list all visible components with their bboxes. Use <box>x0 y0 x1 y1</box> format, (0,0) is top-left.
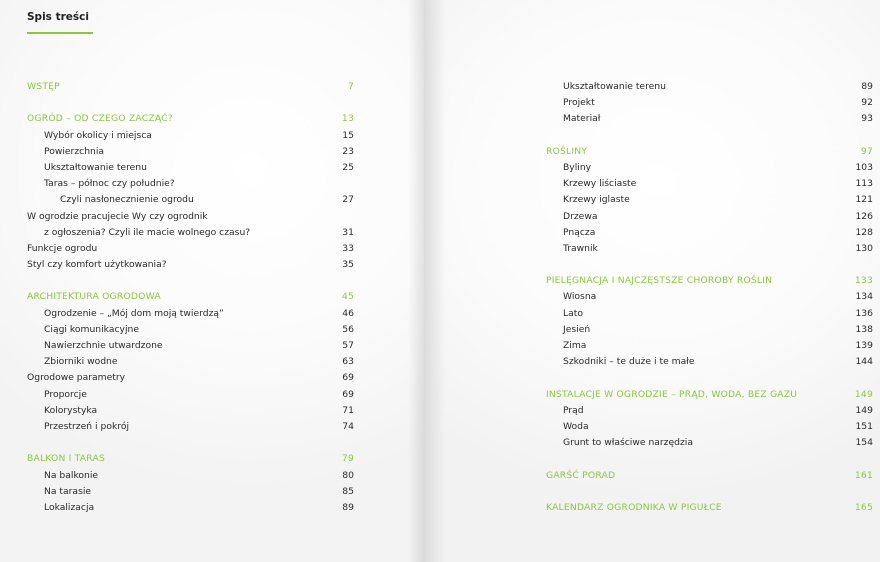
entry-title: Ogrodowe parametry <box>27 372 126 384</box>
toc-entry[interactable] <box>27 160 354 176</box>
toc-entry[interactable] <box>27 484 354 500</box>
entry-page-number: 27 <box>342 194 354 206</box>
entry-title: Byliny <box>563 161 592 173</box>
entry-page-number: 97 <box>860 145 873 157</box>
toc-title: Spis treści <box>27 11 89 23</box>
toc-entry[interactable] <box>27 419 354 435</box>
entry-title: Jesień <box>563 323 591 335</box>
entry-title: Kolorystyka <box>44 404 98 416</box>
entry-title: Lokalizacja <box>44 501 95 513</box>
entry-title: ARCHITEKTURA OGRODOWA <box>27 291 161 303</box>
entry-page-number: 74 <box>342 420 354 432</box>
toc-section[interactable] <box>546 500 873 516</box>
toc-entry[interactable] <box>27 370 354 386</box>
entry-title: Wybór okolicy i miejsca <box>44 129 152 141</box>
entry-title: Prąd <box>563 404 584 416</box>
toc-entry[interactable] <box>546 289 873 305</box>
entry-title: Ogrodzenie – „Mój dom moją twierdzą” <box>44 307 224 319</box>
toc-entry[interactable] <box>27 225 354 241</box>
entry-page-number: 57 <box>342 340 354 351</box>
toc-entry[interactable] <box>27 257 354 273</box>
entry-page-number: 144 <box>855 356 873 368</box>
entry-page-number: 161 <box>854 469 873 481</box>
spine-shadow <box>424 0 446 562</box>
toc-entry[interactable] <box>546 338 873 354</box>
toc-entry[interactable] <box>546 79 873 95</box>
entry-page-number: 85 <box>342 485 354 497</box>
toc-entry[interactable] <box>27 338 354 354</box>
entry-page-number: 151 <box>855 420 873 432</box>
toc-section[interactable] <box>546 387 873 403</box>
toc-entry[interactable] <box>546 192 873 208</box>
entry-title: Lato <box>563 307 583 319</box>
entry-title: GARŚĆ PORAD <box>546 469 616 481</box>
toc-list-right <box>546 79 873 516</box>
entry-title: z ogłoszenia? Czyli ile macie wolnego czasu? <box>44 226 251 238</box>
entry-page-number: 79 <box>341 453 354 465</box>
toc-entry[interactable] <box>546 209 873 225</box>
entry-title: Trawnik <box>563 242 598 254</box>
entry-page-number: 7 <box>347 81 354 92</box>
entry-title: Czyli nasłonecznienie ogrodu <box>60 194 194 206</box>
entry-title: PIELĘGNACJA I NAJCZĘSTSZE CHOROBY ROŚLIN <box>546 275 773 287</box>
toc-entry[interactable] <box>546 403 873 419</box>
entry-page-number: 154 <box>855 437 873 449</box>
entry-title: BALKON I TARAS <box>27 453 105 465</box>
toc-section[interactable] <box>27 451 354 467</box>
entry-title: WSTĘP <box>27 81 60 92</box>
title-underline <box>27 32 93 34</box>
entry-page-number: 33 <box>342 242 354 254</box>
entry-title: Zima <box>563 340 587 351</box>
entry-title: Proporcje <box>44 388 87 400</box>
toc-section[interactable] <box>546 273 873 289</box>
entry-page-number: 136 <box>855 307 873 319</box>
entry-title: INSTALACJE W OGRODZIE – PRĄD, WODA, BEZ GAZU <box>546 388 798 400</box>
right-page <box>428 0 880 562</box>
toc-entry[interactable] <box>546 435 873 451</box>
toc-section[interactable] <box>27 289 354 305</box>
entry-title: Powierzchnia <box>44 145 105 157</box>
entry-page-number: 149 <box>854 388 873 400</box>
entry-title: Materiał <box>563 113 601 125</box>
entry-page-number: 126 <box>855 210 873 222</box>
gutter-shadow <box>408 0 424 562</box>
entry-page-number: 56 <box>342 323 354 335</box>
entry-page-number: 80 <box>342 469 354 481</box>
entry-page-number: 13 <box>341 113 354 125</box>
entry-title: W ogrodzie pracujecie Wy czy ogrodnik <box>27 210 208 222</box>
entry-page-number: 134 <box>855 291 873 303</box>
entry-page-number: 69 <box>342 388 354 400</box>
entry-title: Pnącza <box>563 226 596 238</box>
toc-entry[interactable] <box>27 468 354 484</box>
toc-section[interactable] <box>546 468 873 484</box>
entry-page-number: 35 <box>342 259 354 271</box>
toc-entry[interactable] <box>546 354 873 370</box>
entry-page-number: 93 <box>861 113 873 125</box>
entry-title: OGRÓD – OD CZEGO ZACZĄĆ? <box>27 113 173 125</box>
entry-title: Projekt <box>563 97 595 109</box>
toc-section[interactable] <box>27 111 354 127</box>
toc-entry[interactable] <box>546 241 873 257</box>
entry-page-number: 121 <box>855 194 873 206</box>
entry-title: Zbiorniki wodne <box>44 356 118 368</box>
toc-entry[interactable] <box>546 306 873 322</box>
toc-entry[interactable] <box>27 176 354 192</box>
toc-entry[interactable] <box>546 322 873 338</box>
entry-title: Wiosna <box>563 291 597 303</box>
toc-entry[interactable] <box>27 306 354 322</box>
entry-page-number: 138 <box>855 323 873 335</box>
entry-title: Ukształtowanie terenu <box>44 161 147 173</box>
entry-title: Na balkonie <box>44 469 99 481</box>
entry-title: Drzewa <box>563 210 598 222</box>
entry-page-number: 130 <box>855 242 873 254</box>
entry-page-number: 128 <box>855 226 873 238</box>
toc-entry[interactable] <box>27 209 354 225</box>
toc-entry[interactable] <box>546 111 873 127</box>
entry-title: Grunt to właściwe narzędzia <box>563 437 693 449</box>
entry-page-number: 103 <box>855 161 873 173</box>
toc-entry[interactable] <box>27 322 354 338</box>
toc-section[interactable] <box>27 79 354 95</box>
entry-title: ROŚLINY <box>546 145 588 157</box>
entry-page-number: 25 <box>342 161 354 173</box>
entry-page-number: 149 <box>855 404 873 416</box>
entry-title: Na tarasie <box>44 485 92 497</box>
entry-title: Woda <box>563 420 589 432</box>
toc-entry[interactable] <box>27 387 354 403</box>
entry-page-number: 71 <box>342 404 354 416</box>
toc-entry[interactable] <box>27 500 354 516</box>
entry-page-number: 139 <box>855 340 873 351</box>
entry-title: Krzewy liściaste <box>563 178 637 190</box>
entry-title: Styl czy komfort użytkowania? <box>27 259 167 271</box>
toc-entry[interactable] <box>27 403 354 419</box>
left-page <box>0 0 424 562</box>
entry-page-number: 15 <box>342 129 354 141</box>
entry-page-number: 31 <box>342 226 354 238</box>
entry-page-number: 133 <box>854 275 873 287</box>
entry-title: Nawierzchnie utwardzone <box>44 340 163 351</box>
entry-title: Szkodniki – te duże i te małe <box>563 356 695 368</box>
toc-list-left <box>27 79 354 516</box>
entry-page-number: 69 <box>342 372 354 384</box>
entry-title: KALENDARZ OGRODNIKA W PIGUŁCE <box>546 501 722 513</box>
entry-page-number: 89 <box>342 501 354 513</box>
toc-entry[interactable] <box>27 128 354 144</box>
entry-page-number: 23 <box>342 145 354 157</box>
toc-entry[interactable] <box>546 95 873 111</box>
entry-page-number: 63 <box>342 356 354 368</box>
entry-page-number: 45 <box>341 291 354 303</box>
toc-entry[interactable] <box>546 160 873 176</box>
toc-entry[interactable] <box>546 225 873 241</box>
toc-entry[interactable] <box>546 176 873 192</box>
entry-page-number: 46 <box>342 307 354 319</box>
toc-entry[interactable] <box>27 241 354 257</box>
entry-title: Ukształtowanie terenu <box>563 81 666 92</box>
toc-entry[interactable] <box>27 144 354 160</box>
entry-title: Taras – północ czy południe? <box>44 178 175 190</box>
toc-section[interactable] <box>546 144 873 160</box>
entry-title: Ciągi komunikacyjne <box>44 323 139 335</box>
toc-entry[interactable] <box>27 354 354 370</box>
entry-page-number: 165 <box>854 501 873 513</box>
entry-title: Funkcje ogrodu <box>27 242 98 254</box>
entry-page-number: 92 <box>861 97 873 109</box>
entry-title: Krzewy iglaste <box>563 194 630 206</box>
toc-entry[interactable] <box>546 419 873 435</box>
entry-title: Przestrzeń i pokrój <box>44 420 130 432</box>
toc-entry[interactable] <box>27 192 354 208</box>
entry-page-number: 89 <box>861 81 873 92</box>
entry-page-number: 113 <box>855 178 873 190</box>
